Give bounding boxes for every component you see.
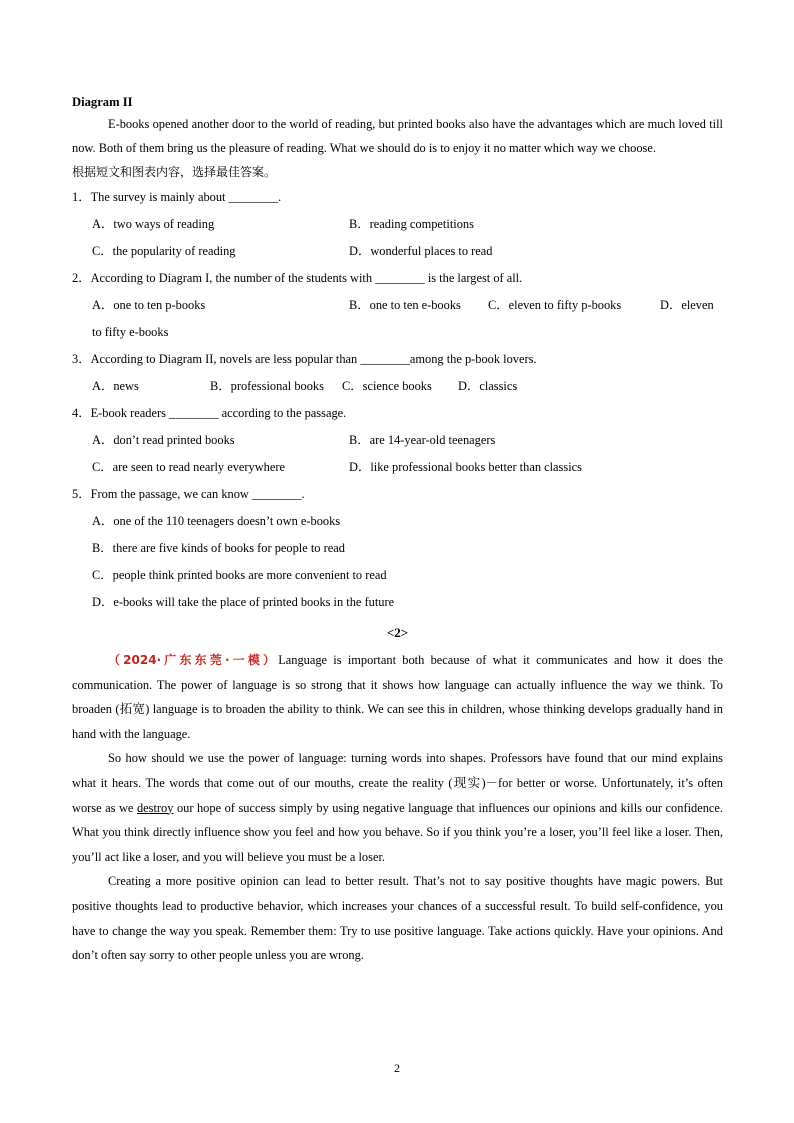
underlined-word: destroy xyxy=(136,800,174,815)
q1-option-c: C．the popularity of reading xyxy=(92,244,236,258)
q5-option-a: A．one of the 110 teenagers doesn’t own e-books xyxy=(92,514,341,528)
q4-option-b: B．are 14-year-old teenagers xyxy=(349,433,496,447)
q4-option-d: D．like professional books better than classics xyxy=(349,460,582,474)
passage-paragraph-2-part-2: our hope of success simply by using negative language that influences our opinions and kills our confidence. What you think directly influence show you feel and how you behave. So if you think you’re a loser, you’ll feel like a loser. Then, you’ll act like a loser, and you will believe you must be a loser. xyxy=(72,800,723,864)
q1-option-a: A．two ways of reading xyxy=(92,217,215,231)
q2-options xyxy=(72,292,723,346)
intro-paragraph: E-books opened another door to the world of reading, but printed books also have the advantages which are much loved till now. Both of them bring us the pleasure of reading. What we should do is to enjoy it no matter which way we choose. xyxy=(72,117,723,155)
question-5: 5．From the passage, we can know ________. xyxy=(72,487,305,501)
q1-options xyxy=(72,211,723,265)
q1-option-b: B．reading competitions xyxy=(349,217,474,231)
q2-option-b: B．one to ten e-books xyxy=(349,298,461,312)
passage-paragraph-3: Creating a more positive opinion can lead to better result. That’s not to say positive thoughts have magic powers. But positive thoughts lead to productive behavior, which increases your chances of a successful result. To build self-confidence, you have to change the way you speak. Remember them: Try to use positive language. Take actions quickly. Have your opinions. And don’t often say sorry to other people unless you are wrong. xyxy=(72,874,723,963)
q5-option-d: D．e-books will take the place of printed books in the future xyxy=(92,595,395,609)
q4-options xyxy=(72,427,723,481)
q4-option-a: A．don’t read printed books xyxy=(92,433,235,447)
q3-option-d: D．classics xyxy=(458,379,518,393)
q5-option-b: B．there are five kinds of books for people to read xyxy=(92,541,345,555)
section-marker: <2> xyxy=(386,625,409,640)
q2-option-d: D．eleven xyxy=(660,298,714,312)
q2-option-d-continued: to fifty e-books xyxy=(92,325,169,339)
passage-paragraph-2 xyxy=(72,746,723,869)
q5-option-c: C．people think printed books are more convenient to read xyxy=(92,568,387,582)
q3-options xyxy=(72,373,723,400)
instruction: 根据短文和图表内容，选择最佳答案。 xyxy=(72,165,277,179)
q5-options xyxy=(72,508,723,616)
source-tag: （2024·广东东莞·一模） xyxy=(108,653,279,667)
q3-option-b: B．professional books xyxy=(210,379,324,393)
q3-option-c: C．science books xyxy=(342,379,432,393)
diagram-heading: Diagram II xyxy=(72,95,133,109)
question-2: 2．According to Diagram I, the number of the students with ________ is the largest of all. xyxy=(72,271,523,285)
q2-option-c: C．eleven to fifty p-books xyxy=(488,298,622,312)
question-4: 4．E-book readers ________ according to the passage. xyxy=(72,406,347,420)
document-page xyxy=(72,92,723,968)
passage-paragraph-1 xyxy=(72,648,723,746)
page-number: 2 xyxy=(394,1061,400,1075)
question-3: 3．According to Diagram II, novels are less popular than ________among the p-book lovers. xyxy=(72,352,537,366)
q4-option-c: C．are seen to read nearly everywhere xyxy=(92,460,285,474)
passage-paragraph-1-text: Language is important both because of what it communicates and how it does the communication. The power of language is so strong that it shows how language can actually influence the way we think. To broaden (拓宽) language is to broaden the ability to think. We can see this in children, whose thinking develops gradually hand in hand with the language. xyxy=(72,653,723,741)
q3-option-a: A．news xyxy=(92,379,139,393)
q2-option-a: A．one to ten p-books xyxy=(92,298,206,312)
question-1: 1．The survey is mainly about ________. xyxy=(72,190,282,204)
passage-paragraph-2-part-1: So how should we use the power of language: turning words into shapes. Professors have found that our mind explains what it hears. The words that come out of our mouths, create the reality (现实)－for better or worse. Unfortunately, it’s often worse as we xyxy=(72,751,723,815)
q1-option-d: D．wonderful places to read xyxy=(349,244,493,258)
